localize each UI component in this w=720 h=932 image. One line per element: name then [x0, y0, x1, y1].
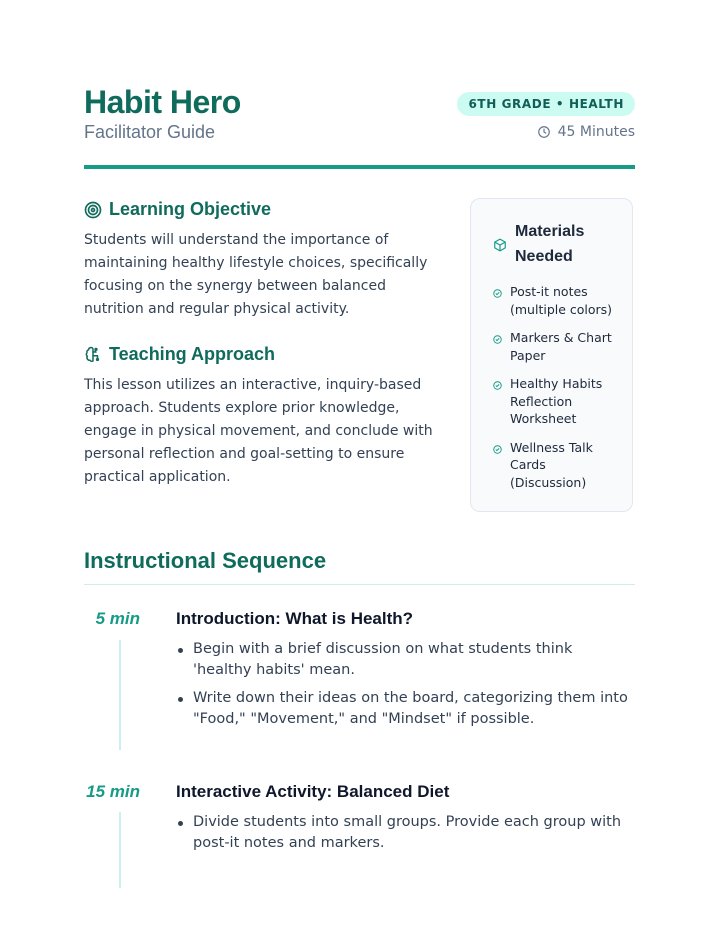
objective-heading-label: Learning Objective [109, 199, 272, 219]
grade-badge: 6TH GRADE • HEALTH [457, 92, 635, 116]
page-subtitle: Facilitator Guide [84, 122, 216, 142]
material-label: Wellness Talk Cards (Discussion) [510, 439, 593, 490]
objective-text: Students will understand the importance of maintaining healthy lifestyle choices, specifically focusing on the synergy between balanced nutrition and regular physical activity. [84, 232, 428, 317]
target-icon [84, 201, 102, 219]
step-bullets [176, 812, 635, 861]
timeline-line [119, 812, 121, 888]
list-item: Write down their ideas on the board, categorizing them into "Food," "Movement," and "Mindset" if possible. [176, 688, 635, 730]
list-item [493, 329, 623, 364]
materials-list [493, 283, 623, 502]
step-title: Interactive Activity: Balanced Diet [176, 782, 450, 801]
clock-icon [537, 125, 551, 139]
sequence-rule [84, 584, 635, 585]
list-item [493, 375, 623, 428]
sequence-title: Instructional Sequence [84, 548, 327, 573]
step-title: Introduction: What is Health? [176, 609, 414, 628]
page-title: Habit Hero [84, 84, 241, 120]
approach-heading-label: Teaching Approach [109, 344, 276, 364]
objective-heading [84, 199, 271, 220]
header-rule [84, 165, 635, 169]
approach-heading [84, 344, 275, 365]
check-circle-icon [493, 335, 502, 344]
step-time: 15 min [86, 782, 140, 801]
step-time: 5 min [95, 609, 140, 628]
step-bullets [176, 639, 635, 737]
check-circle-icon [493, 445, 502, 454]
material-label: Markers & Chart Paper [510, 330, 612, 363]
check-circle-icon [493, 381, 502, 390]
timeline-line [119, 640, 121, 750]
list-item: Divide students into small groups. Provide each group with post-it notes and markers. [176, 812, 635, 854]
list-item: Begin with a brief discussion on what students think 'healthy habits' mean. [176, 639, 635, 681]
materials-card [470, 198, 633, 512]
duration [537, 124, 635, 140]
duration-label: 45 Minutes [557, 124, 635, 140]
approach-text: This lesson utilizes an interactive, inquiry-based approach. Students explore prior knowledge, engage in physical movement, and conclude with personal reflection and goal-setting to ensure practical application. [84, 377, 433, 485]
materials-title: Materials Needed [515, 223, 585, 265]
materials-heading [493, 219, 595, 269]
list-item [493, 283, 623, 318]
check-circle-icon [493, 289, 502, 298]
material-label: Healthy Habits Reflection Worksheet [510, 376, 603, 426]
list-item [493, 439, 623, 492]
brain-icon [84, 346, 102, 364]
box-icon [493, 238, 507, 252]
material-label: Post-it notes (multiple colors) [510, 284, 613, 317]
